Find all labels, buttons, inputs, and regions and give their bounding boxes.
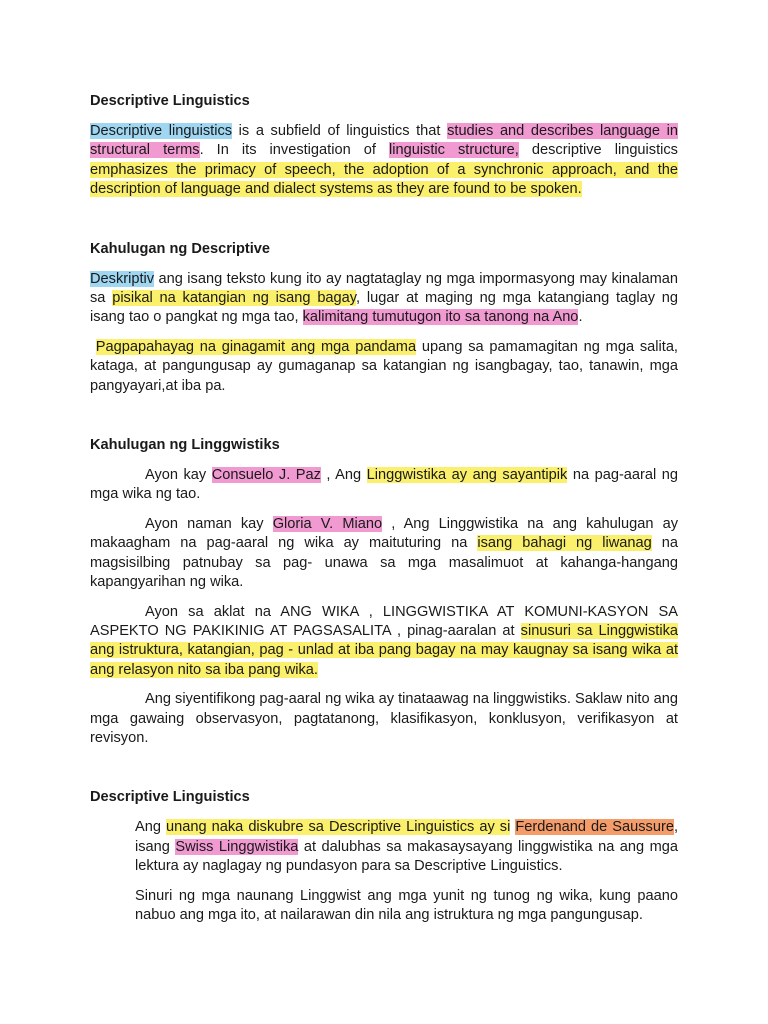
- section-heading: Kahulugan ng Descriptive: [90, 240, 271, 257]
- paragraph: [90, 466, 678, 505]
- paragraph: [90, 603, 678, 681]
- section-heading: Descriptive Linguistics: [90, 93, 250, 109]
- text-run: ang isang teksto kung ito ay nagtataglay ng mga impormasyong may kinalaman sa: [90, 270, 678, 307]
- highlighted-text: emphasizes the primacy of speech, the adoption of a synchronic approach, and the description of language and dialect systems as they are found to be spoken.: [90, 161, 678, 198]
- highlighted-text: pisikal na katangian ng isang bagay: [112, 290, 356, 307]
- highlighted-text: linguistic structure,: [388, 142, 519, 159]
- paragraph: [90, 338, 678, 396]
- text-run: , Ang: [320, 467, 367, 484]
- text-run: Ayon sa aklat na ANG WIKA , LINGGWISTIKA AT KOMUNI-KASYON SA ASPEKTO NG PAKIKINIG AT PAGSASALITA , pinag-aaralan at: [90, 603, 678, 639]
- highlighted-text: sinusuri sa Linggwistika ang istruktura, katangian, pag - unlad at iba pang bagay na may kaugnay sa isang wika at ang relasyon nito sa iba pang wika.: [90, 622, 679, 678]
- text-run: descriptive linguistics: [518, 142, 678, 159]
- highlighted-text: Swiss Linggwistika: [175, 838, 299, 855]
- text-run: , isang: [135, 819, 678, 855]
- paragraph: [90, 515, 678, 593]
- highlighted-text: Deskriptiv: [90, 270, 155, 287]
- text-run: at dalubhas sa makasaysayang linggwistika na ang mga lektura ay naglagay ng pundasyon para sa Descriptive Linguistics.: [135, 838, 678, 875]
- text-run: Ayon kay: [145, 467, 212, 484]
- highlighted-text: Ferdenand de Saussure: [515, 819, 674, 836]
- text-run: , Ang Linggwistika na ang kahulugan ay makaagham na pag-aaral ng wika ay maituturing na: [90, 515, 678, 552]
- highlighted-text: kalimitang tumutugon ito sa tanong na Ano: [302, 309, 579, 326]
- text-run: na pag-aaral ng mga wika ng tao.: [90, 467, 678, 503]
- paragraph: Sinuri ng mga naunang Linggwist ang mga yunit ng tunog ng wika, kung paano nabuo ang mga ito, at nailarawan din nila ang istruktura ng mga pangungusap.: [135, 887, 678, 923]
- highlighted-text: Pagpapahayag na ginagamit ang mga pandama: [95, 338, 417, 355]
- paragraph: [90, 818, 678, 876]
- text-run: na magsisilbing patnubay sa pag- unawa sa mga masalimuot at kahanga-hangang kapangyarihan ng wika.: [90, 535, 679, 591]
- text-run: , lugar at maging ng mga katangiang taglay ng isang tao o pangkat ng mga tao,: [90, 290, 679, 326]
- text-run: is a subfield of linguistics that: [232, 123, 448, 139]
- highlighted-text: Gloria V. Miano: [272, 515, 383, 532]
- text-run: . In its investigation of: [199, 142, 389, 159]
- section-heading: Descriptive Linguistics: [90, 789, 250, 806]
- highlighted-text: Descriptive linguistics: [90, 123, 233, 139]
- paragraph: [90, 122, 678, 200]
- paragraph: [90, 270, 678, 328]
- highlighted-text: Linggwistika ay ang sayantipik: [366, 467, 568, 484]
- text-run: Ayon naman kay: [145, 515, 273, 532]
- text-run: Ang: [135, 819, 167, 836]
- highlighted-text: Consuelo J. Paz: [211, 467, 321, 484]
- highlighted-text: isang bahagi ng liwanag: [477, 535, 652, 552]
- text-run: .: [578, 309, 583, 326]
- text-run: upang sa pamamagitan ng mga salita, kataga, at pangungusap ay gumaganap sa katangian ng isangbagay, tao, tanawin, mga pangyayari,at iba pa.: [90, 338, 678, 394]
- highlighted-text: unang naka diskubre sa Descriptive Linguistics ay si: [166, 819, 511, 836]
- section-heading: Kahulugan ng Linggwistiks: [90, 437, 280, 454]
- highlighted-text: studies and describes language in structural terms: [90, 123, 679, 159]
- paragraph: Ang siyentifikong pag-aaral ng wika ay tinataawag na linggwistiks. Saklaw nito ang mga gawaing observasyon, pagtatanong, klasifikasyon, konklusyon, verifikasyon at revisyon.: [90, 691, 678, 746]
